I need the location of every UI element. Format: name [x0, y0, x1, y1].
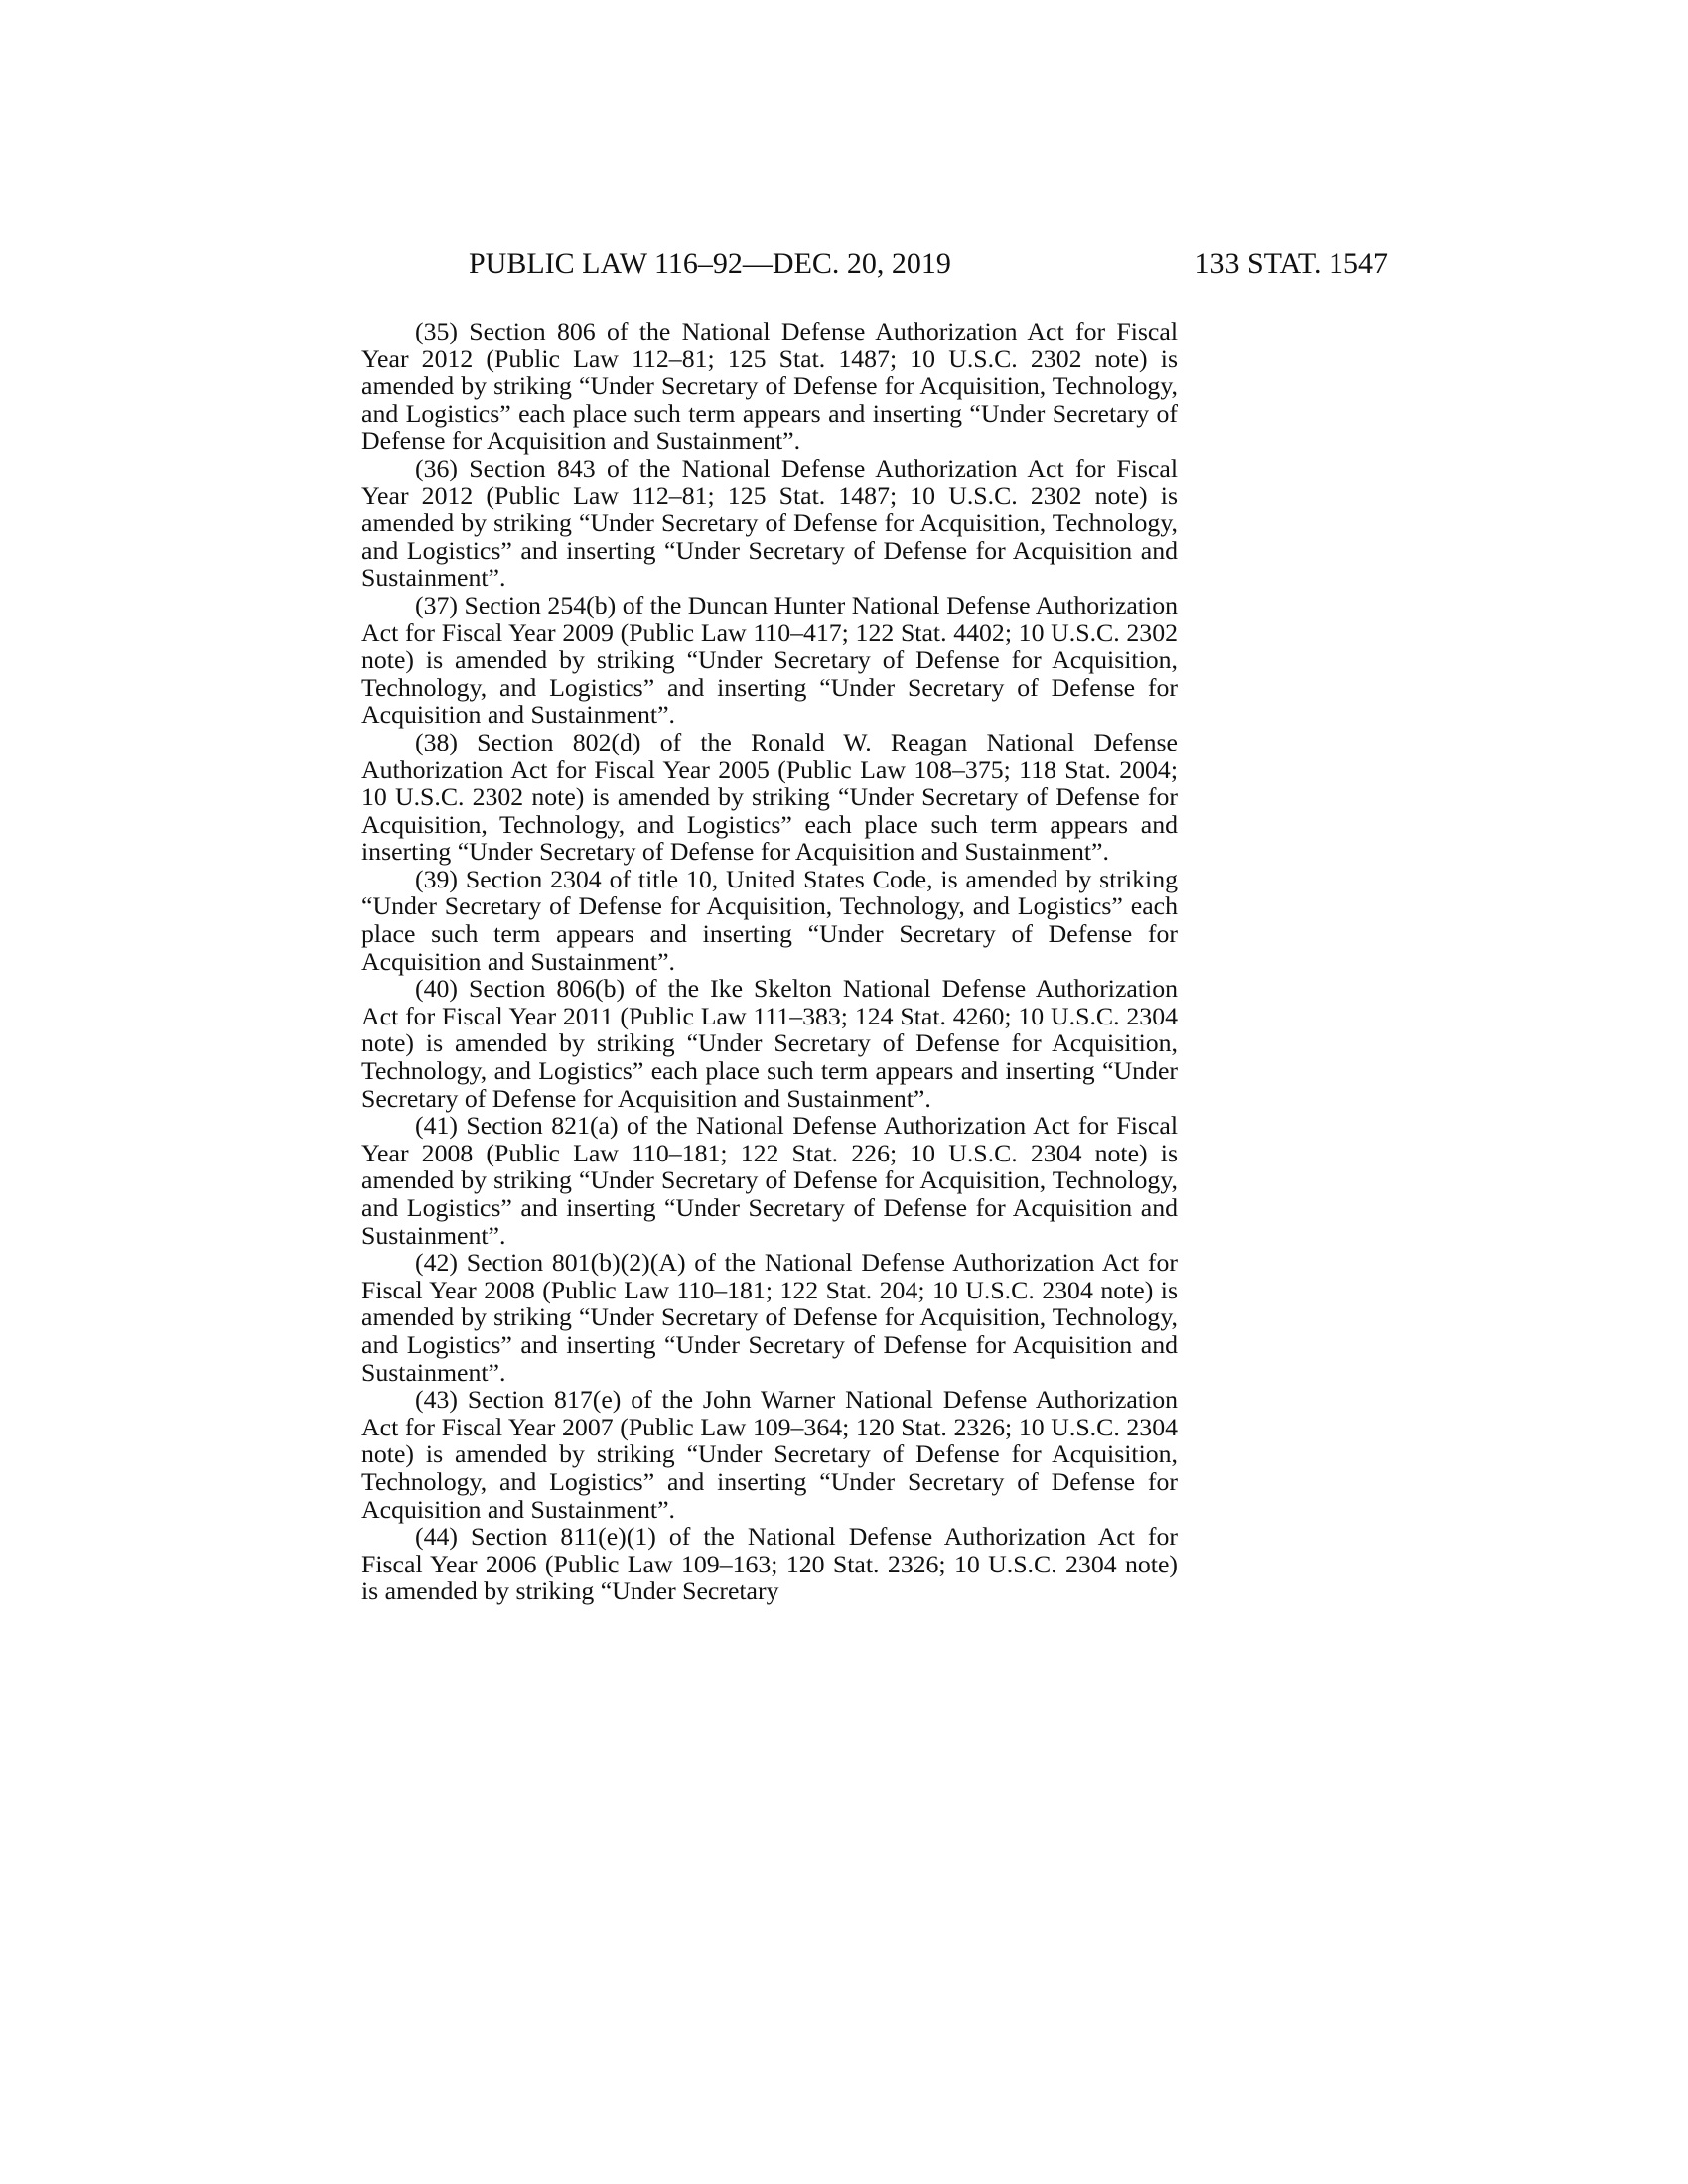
- running-head-title: PUBLIC LAW 116–92—DEC. 20, 2019: [469, 247, 951, 280]
- statute-page-number: 133 STAT. 1547: [1195, 247, 1388, 280]
- paragraph-38: (38) Section 802(d) of the Ronald W. Reagan National Defense Authorization Act for Fiscal Year 2005 (Public Law 108–375; 118 Stat. 2004; 10 U.S.C. 2302 note) is amended by striking “Under Secretary of Defense for Acquisition, Technology, and Logistics” each place such term appears and inserting “Under Secretary of Defense for Acquisition and Sustainment”.: [361, 727, 1178, 867]
- paragraph-41: (41) Section 821(a) of the National Defense Authorization Act for Fiscal Year 2008 (Public Law 110–181; 122 Stat. 226; 10 U.S.C. 2304 note) is amended by striking “Under Secretary of Defense for Acquisition, Technology, and Logistics” and inserting “Under Secretary of Defense for Acquisition and Sustainment”.: [361, 1111, 1178, 1250]
- page-header: [298, 242, 1388, 286]
- paragraph-44: (44) Section 811(e)(1) of the National Defense Authorization Act for Fiscal Year 2006 (Public Law 109–163; 120 Stat. 2326; 10 U.S.C. 2304 note) is amended by striking “Under Secretary: [361, 1522, 1178, 1606]
- paragraph-40: (40) Section 806(b) of the Ike Skelton National Defense Authorization Act for Fiscal Year 2011 (Public Law 111–383; 124 Stat. 4260; 10 U.S.C. 2304 note) is amended by striking “Under Secretary of Defense for Acquisition, Technology, and Logistics” each place such term appears and inserting “Under Secretary of Defense for Acquisition and Sustainment”.: [361, 974, 1178, 1113]
- paragraph-39: (39) Section 2304 of title 10, United States Code, is amended by striking “Under Secretary of Defense for Acquisition, Technology, and Logistics” each place such term appears and inserting “Under Secretary of Defense for Acquisition and Sustainment”.: [361, 864, 1178, 976]
- paragraph-42: (42) Section 801(b)(2)(A) of the National Defense Authorization Act for Fiscal Year 2008 (Public Law 110–181; 122 Stat. 204; 10 U.S.C. 2304 note) is amended by striking “Under Secretary of Defense for Acquisition, Technology, and Logistics” and inserting “Under Secretary of Defense for Acquisition and Sustainment”.: [361, 1248, 1178, 1387]
- paragraph-37: (37) Section 254(b) of the Duncan Hunter National Defense Authorization Act for Fiscal Year 2009 (Public Law 110–417; 122 Stat. 4402; 10 U.S.C. 2302 note) is amended by striking “Under Secretary of Defense for Acquisition, Technology, and Logistics” and inserting “Under Secretary of Defense for Acquisition and Sustainment”.: [361, 590, 1178, 730]
- document-body: [361, 318, 1178, 1605]
- paragraph-36: (36) Section 843 of the National Defense Authorization Act for Fiscal Year 2012 (Public Law 112–81; 125 Stat. 1487; 10 U.S.C. 2302 note) is amended by striking “Under Secretary of Defense for Acquisition, Technology, and Logistics” and inserting “Under Secretary of Defense for Acquisition and Sustainment”.: [361, 453, 1178, 593]
- paragraph-35: (35) Section 806 of the National Defense Authorization Act for Fiscal Year 2012 (Public Law 112–81; 125 Stat. 1487; 10 U.S.C. 2302 note) is amended by striking “Under Secretary of Defense for Acquisition, Technology, and Logistics” each place such term appears and inserting “Under Secretary of Defense for Acquisition and Sustainment”.: [361, 317, 1178, 456]
- paragraph-43: (43) Section 817(e) of the John Warner National Defense Authorization Act for Fiscal Year 2007 (Public Law 109–364; 120 Stat. 2326; 10 U.S.C. 2304 note) is amended by striking “Under Secretary of Defense for Acquisition, Technology, and Logistics” and inserting “Under Secretary of Defense for Acquisition and Sustainment”.: [361, 1385, 1178, 1524]
